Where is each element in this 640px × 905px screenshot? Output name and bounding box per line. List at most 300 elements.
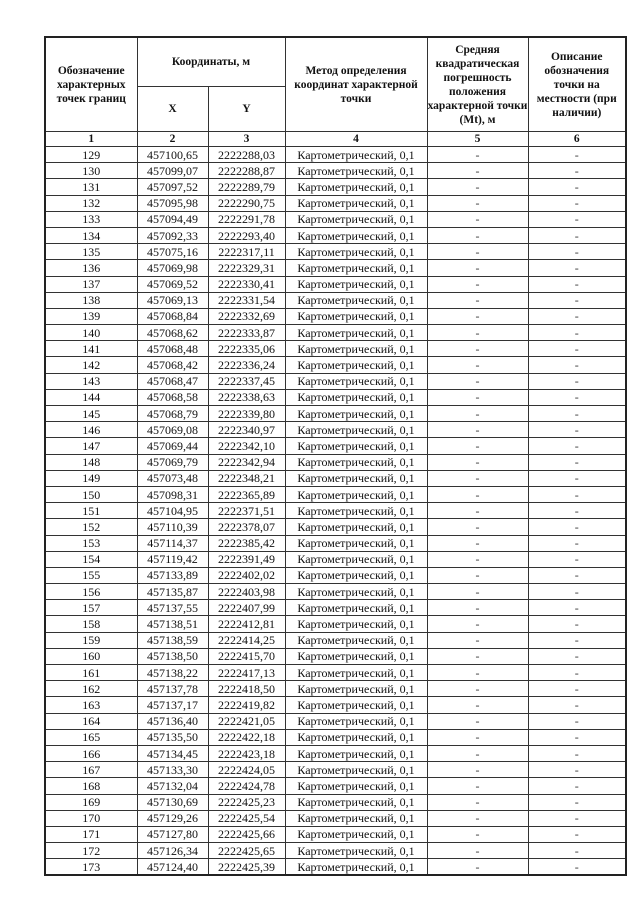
method-cell: Картометрический, 0,1 (285, 810, 427, 826)
error-cell: - (427, 260, 528, 276)
error-cell: - (427, 438, 528, 454)
error-cell: - (427, 616, 528, 632)
x-coordinate-cell: 457099,07 (137, 163, 208, 179)
y-coordinate-cell: 2222407,99 (208, 600, 285, 616)
header-point: Обозначение характерных точек границ (45, 37, 137, 132)
x-coordinate-cell: 457130,69 (137, 794, 208, 810)
method-cell: Картометрический, 0,1 (285, 665, 427, 681)
method-cell: Картометрический, 0,1 (285, 373, 427, 389)
description-cell: - (528, 567, 626, 583)
point-number-cell: 152 (45, 519, 137, 535)
column-number: 4 (285, 132, 427, 147)
y-coordinate-cell: 2222425,39 (208, 859, 285, 876)
error-cell: - (427, 211, 528, 227)
description-cell: - (528, 260, 626, 276)
table-row (45, 422, 626, 438)
error-cell: - (427, 600, 528, 616)
y-coordinate-cell: 2222291,78 (208, 211, 285, 227)
description-cell: - (528, 794, 626, 810)
description-cell: - (528, 389, 626, 405)
x-coordinate-cell: 457068,79 (137, 406, 208, 422)
table-row (45, 810, 626, 826)
table-row (45, 745, 626, 761)
y-coordinate-cell: 2222425,65 (208, 843, 285, 859)
error-cell: - (427, 551, 528, 567)
header-x: X (137, 87, 208, 132)
x-coordinate-cell: 457138,50 (137, 648, 208, 664)
x-coordinate-cell: 457134,45 (137, 745, 208, 761)
description-cell: - (528, 341, 626, 357)
table-row (45, 438, 626, 454)
point-number-cell: 167 (45, 762, 137, 778)
error-cell: - (427, 389, 528, 405)
y-coordinate-cell: 2222403,98 (208, 584, 285, 600)
table-row (45, 211, 626, 227)
table-row (45, 470, 626, 486)
method-cell: Картометрический, 0,1 (285, 826, 427, 842)
y-coordinate-cell: 2222338,63 (208, 389, 285, 405)
error-cell: - (427, 826, 528, 842)
method-cell: Картометрический, 0,1 (285, 147, 427, 163)
y-coordinate-cell: 2222288,87 (208, 163, 285, 179)
error-cell: - (427, 681, 528, 697)
method-cell: Картометрический, 0,1 (285, 406, 427, 422)
error-cell: - (427, 519, 528, 535)
y-coordinate-cell: 2222385,42 (208, 535, 285, 551)
table-row (45, 147, 626, 163)
description-cell: - (528, 470, 626, 486)
y-coordinate-cell: 2222422,18 (208, 729, 285, 745)
error-cell: - (427, 163, 528, 179)
table-row (45, 276, 626, 292)
error-cell: - (427, 373, 528, 389)
table-row (45, 616, 626, 632)
table-row (45, 551, 626, 567)
x-coordinate-cell: 457069,44 (137, 438, 208, 454)
description-cell: - (528, 325, 626, 341)
description-cell: - (528, 632, 626, 648)
header-error: Средняя квадратическая погрешность положения характерной точки (Mt), м (427, 37, 528, 132)
column-number: 2 (137, 132, 208, 147)
description-cell: - (528, 486, 626, 502)
description-cell: - (528, 584, 626, 600)
description-cell: - (528, 519, 626, 535)
method-cell: Картометрический, 0,1 (285, 179, 427, 195)
table-row (45, 454, 626, 470)
y-coordinate-cell: 2222342,10 (208, 438, 285, 454)
table-row (45, 729, 626, 745)
x-coordinate-cell: 457069,79 (137, 454, 208, 470)
point-number-cell: 160 (45, 648, 137, 664)
description-cell: - (528, 697, 626, 713)
method-cell: Картометрический, 0,1 (285, 276, 427, 292)
y-coordinate-cell: 2222415,70 (208, 648, 285, 664)
y-coordinate-cell: 2222330,41 (208, 276, 285, 292)
x-coordinate-cell: 457126,34 (137, 843, 208, 859)
description-cell: - (528, 762, 626, 778)
description-cell: - (528, 843, 626, 859)
x-coordinate-cell: 457138,59 (137, 632, 208, 648)
x-coordinate-cell: 457127,80 (137, 826, 208, 842)
description-cell: - (528, 681, 626, 697)
point-number-cell: 136 (45, 260, 137, 276)
header-coordinates: Координаты, м (137, 37, 285, 87)
error-cell: - (427, 810, 528, 826)
method-cell: Картометрический, 0,1 (285, 454, 427, 470)
method-cell: Картометрический, 0,1 (285, 794, 427, 810)
y-coordinate-cell: 2222365,89 (208, 486, 285, 502)
table-row (45, 762, 626, 778)
method-cell: Картометрический, 0,1 (285, 292, 427, 308)
point-number-cell: 131 (45, 179, 137, 195)
error-cell: - (427, 292, 528, 308)
point-number-cell: 142 (45, 357, 137, 373)
y-coordinate-cell: 2222290,75 (208, 195, 285, 211)
error-cell: - (427, 357, 528, 373)
point-number-cell: 137 (45, 276, 137, 292)
x-coordinate-cell: 457068,48 (137, 341, 208, 357)
method-cell: Картометрический, 0,1 (285, 729, 427, 745)
x-coordinate-cell: 457068,47 (137, 373, 208, 389)
method-cell: Картометрический, 0,1 (285, 681, 427, 697)
point-number-cell: 133 (45, 211, 137, 227)
point-number-cell: 154 (45, 551, 137, 567)
method-cell: Картометрический, 0,1 (285, 859, 427, 876)
point-number-cell: 169 (45, 794, 137, 810)
method-cell: Картометрический, 0,1 (285, 438, 427, 454)
table-row (45, 260, 626, 276)
table-row (45, 373, 626, 389)
error-cell: - (427, 697, 528, 713)
x-coordinate-cell: 457137,55 (137, 600, 208, 616)
method-cell: Картометрический, 0,1 (285, 519, 427, 535)
error-cell: - (427, 454, 528, 470)
x-coordinate-cell: 457133,89 (137, 567, 208, 583)
point-number-cell: 161 (45, 665, 137, 681)
method-cell: Картометрический, 0,1 (285, 260, 427, 276)
y-coordinate-cell: 2222289,79 (208, 179, 285, 195)
x-coordinate-cell: 457068,84 (137, 308, 208, 324)
description-cell: - (528, 713, 626, 729)
y-coordinate-cell: 2222402,02 (208, 567, 285, 583)
description-cell: - (528, 729, 626, 745)
y-coordinate-cell: 2222333,87 (208, 325, 285, 341)
method-cell: Картометрический, 0,1 (285, 648, 427, 664)
method-cell: Картометрический, 0,1 (285, 600, 427, 616)
y-coordinate-cell: 2222337,45 (208, 373, 285, 389)
error-cell: - (427, 794, 528, 810)
point-number-cell: 155 (45, 567, 137, 583)
error-cell: - (427, 195, 528, 211)
table-row (45, 697, 626, 713)
method-cell: Картометрический, 0,1 (285, 697, 427, 713)
table-row (45, 713, 626, 729)
y-coordinate-cell: 2222332,69 (208, 308, 285, 324)
y-coordinate-cell: 2222378,07 (208, 519, 285, 535)
y-coordinate-cell: 2222348,21 (208, 470, 285, 486)
method-cell: Картометрический, 0,1 (285, 486, 427, 502)
y-coordinate-cell: 2222419,82 (208, 697, 285, 713)
method-cell: Картометрический, 0,1 (285, 325, 427, 341)
y-coordinate-cell: 2222425,66 (208, 826, 285, 842)
point-number-cell: 147 (45, 438, 137, 454)
error-cell: - (427, 276, 528, 292)
y-coordinate-cell: 2222391,49 (208, 551, 285, 567)
y-coordinate-cell: 2222412,81 (208, 616, 285, 632)
table-row (45, 648, 626, 664)
error-cell: - (427, 308, 528, 324)
y-coordinate-cell: 2222335,06 (208, 341, 285, 357)
x-coordinate-cell: 457095,98 (137, 195, 208, 211)
error-cell: - (427, 762, 528, 778)
method-cell: Картометрический, 0,1 (285, 745, 427, 761)
description-cell: - (528, 859, 626, 876)
y-coordinate-cell: 2222423,18 (208, 745, 285, 761)
method-cell: Картометрический, 0,1 (285, 163, 427, 179)
y-coordinate-cell: 2222418,50 (208, 681, 285, 697)
column-number: 5 (427, 132, 528, 147)
table-row (45, 179, 626, 195)
description-cell: - (528, 195, 626, 211)
description-cell: - (528, 826, 626, 842)
description-cell: - (528, 179, 626, 195)
table-row (45, 567, 626, 583)
method-cell: Картометрический, 0,1 (285, 503, 427, 519)
description-cell: - (528, 276, 626, 292)
error-cell: - (427, 325, 528, 341)
description-cell: - (528, 600, 626, 616)
point-number-cell: 143 (45, 373, 137, 389)
error-cell: - (427, 632, 528, 648)
description-cell: - (528, 406, 626, 422)
error-cell: - (427, 179, 528, 195)
table-row (45, 227, 626, 243)
table-row (45, 341, 626, 357)
point-number-cell: 130 (45, 163, 137, 179)
x-coordinate-cell: 457138,51 (137, 616, 208, 632)
y-coordinate-cell: 2222417,13 (208, 665, 285, 681)
description-cell: - (528, 292, 626, 308)
method-cell: Картометрический, 0,1 (285, 567, 427, 583)
description-cell: - (528, 373, 626, 389)
point-number-cell: 170 (45, 810, 137, 826)
point-number-cell: 171 (45, 826, 137, 842)
description-cell: - (528, 357, 626, 373)
error-cell: - (427, 227, 528, 243)
coordinates-table (44, 36, 627, 876)
point-number-cell: 172 (45, 843, 137, 859)
point-number-cell: 151 (45, 503, 137, 519)
table-row (45, 794, 626, 810)
x-coordinate-cell: 457114,37 (137, 535, 208, 551)
y-coordinate-cell: 2222336,24 (208, 357, 285, 373)
x-coordinate-cell: 457094,49 (137, 211, 208, 227)
x-coordinate-cell: 457137,78 (137, 681, 208, 697)
point-number-cell: 153 (45, 535, 137, 551)
point-number-cell: 166 (45, 745, 137, 761)
column-number: 6 (528, 132, 626, 147)
description-cell: - (528, 778, 626, 794)
y-coordinate-cell: 2222421,05 (208, 713, 285, 729)
method-cell: Картометрический, 0,1 (285, 843, 427, 859)
point-number-cell: 144 (45, 389, 137, 405)
y-coordinate-cell: 2222424,78 (208, 778, 285, 794)
x-coordinate-cell: 457135,87 (137, 584, 208, 600)
x-coordinate-cell: 457136,40 (137, 713, 208, 729)
point-number-cell: 162 (45, 681, 137, 697)
document-page (44, 36, 625, 876)
description-cell: - (528, 308, 626, 324)
table-row (45, 389, 626, 405)
method-cell: Картометрический, 0,1 (285, 227, 427, 243)
point-number-cell: 132 (45, 195, 137, 211)
x-coordinate-cell: 457068,42 (137, 357, 208, 373)
x-coordinate-cell: 457073,48 (137, 470, 208, 486)
table-row (45, 195, 626, 211)
point-number-cell: 135 (45, 244, 137, 260)
y-coordinate-cell: 2222293,40 (208, 227, 285, 243)
error-cell: - (427, 665, 528, 681)
description-cell: - (528, 244, 626, 260)
description-cell: - (528, 503, 626, 519)
description-cell: - (528, 438, 626, 454)
point-number-cell: 146 (45, 422, 137, 438)
x-coordinate-cell: 457138,22 (137, 665, 208, 681)
method-cell: Картометрический, 0,1 (285, 616, 427, 632)
y-coordinate-cell: 2222317,11 (208, 244, 285, 260)
error-cell: - (427, 745, 528, 761)
point-number-cell: 164 (45, 713, 137, 729)
point-number-cell: 165 (45, 729, 137, 745)
error-cell: - (427, 535, 528, 551)
y-coordinate-cell: 2222424,05 (208, 762, 285, 778)
y-coordinate-cell: 2222371,51 (208, 503, 285, 519)
point-number-cell: 139 (45, 308, 137, 324)
point-number-cell: 145 (45, 406, 137, 422)
point-number-cell: 158 (45, 616, 137, 632)
table-body (45, 147, 626, 876)
description-cell: - (528, 551, 626, 567)
description-cell: - (528, 227, 626, 243)
table-row (45, 519, 626, 535)
point-number-cell: 140 (45, 325, 137, 341)
method-cell: Картометрический, 0,1 (285, 422, 427, 438)
point-number-cell: 141 (45, 341, 137, 357)
x-coordinate-cell: 457133,30 (137, 762, 208, 778)
method-cell: Картометрический, 0,1 (285, 778, 427, 794)
error-cell: - (427, 859, 528, 876)
table-row (45, 826, 626, 842)
description-cell: - (528, 616, 626, 632)
x-coordinate-cell: 457068,62 (137, 325, 208, 341)
table-row (45, 163, 626, 179)
x-coordinate-cell: 457129,26 (137, 810, 208, 826)
x-coordinate-cell: 457098,31 (137, 486, 208, 502)
header-y: Y (208, 87, 285, 132)
point-number-cell: 168 (45, 778, 137, 794)
error-cell: - (427, 503, 528, 519)
error-cell: - (427, 713, 528, 729)
description-cell: - (528, 648, 626, 664)
method-cell: Картометрический, 0,1 (285, 584, 427, 600)
point-number-cell: 156 (45, 584, 137, 600)
y-coordinate-cell: 2222288,03 (208, 147, 285, 163)
column-number: 3 (208, 132, 285, 147)
table-row (45, 325, 626, 341)
point-number-cell: 149 (45, 470, 137, 486)
y-coordinate-cell: 2222425,54 (208, 810, 285, 826)
point-number-cell: 150 (45, 486, 137, 502)
table-row (45, 584, 626, 600)
x-coordinate-cell: 457124,40 (137, 859, 208, 876)
x-coordinate-cell: 457132,04 (137, 778, 208, 794)
y-coordinate-cell: 2222331,54 (208, 292, 285, 308)
point-number-cell: 134 (45, 227, 137, 243)
x-coordinate-cell: 457104,95 (137, 503, 208, 519)
point-number-cell: 129 (45, 147, 137, 163)
point-number-cell: 157 (45, 600, 137, 616)
table-row (45, 681, 626, 697)
table-row (45, 778, 626, 794)
description-cell: - (528, 147, 626, 163)
table-row (45, 244, 626, 260)
description-cell: - (528, 422, 626, 438)
table-row (45, 486, 626, 502)
table-row (45, 665, 626, 681)
header-method: Метод определения координат характерной точки (285, 37, 427, 132)
y-coordinate-cell: 2222342,94 (208, 454, 285, 470)
error-cell: - (427, 470, 528, 486)
error-cell: - (427, 843, 528, 859)
x-coordinate-cell: 457119,42 (137, 551, 208, 567)
method-cell: Картометрический, 0,1 (285, 195, 427, 211)
method-cell: Картометрический, 0,1 (285, 341, 427, 357)
y-coordinate-cell: 2222340,97 (208, 422, 285, 438)
table-row (45, 357, 626, 373)
error-cell: - (427, 778, 528, 794)
x-coordinate-cell: 457100,65 (137, 147, 208, 163)
description-cell: - (528, 810, 626, 826)
error-cell: - (427, 729, 528, 745)
error-cell: - (427, 648, 528, 664)
x-coordinate-cell: 457110,39 (137, 519, 208, 535)
table-row (45, 859, 626, 876)
method-cell: Картометрический, 0,1 (285, 632, 427, 648)
y-coordinate-cell: 2222329,31 (208, 260, 285, 276)
description-cell: - (528, 454, 626, 470)
x-coordinate-cell: 457069,13 (137, 292, 208, 308)
table-row (45, 308, 626, 324)
table-row (45, 600, 626, 616)
table-row (45, 292, 626, 308)
x-coordinate-cell: 457137,17 (137, 697, 208, 713)
column-number-row (45, 132, 626, 147)
x-coordinate-cell: 457135,50 (137, 729, 208, 745)
error-cell: - (427, 406, 528, 422)
header-description: Описание обозначения точки на местности (при наличии) (528, 37, 626, 132)
table-row (45, 535, 626, 551)
y-coordinate-cell: 2222414,25 (208, 632, 285, 648)
method-cell: Картометрический, 0,1 (285, 308, 427, 324)
error-cell: - (427, 422, 528, 438)
point-number-cell: 173 (45, 859, 137, 876)
x-coordinate-cell: 457075,16 (137, 244, 208, 260)
point-number-cell: 163 (45, 697, 137, 713)
method-cell: Картометрический, 0,1 (285, 244, 427, 260)
x-coordinate-cell: 457069,08 (137, 422, 208, 438)
x-coordinate-cell: 457097,52 (137, 179, 208, 195)
point-number-cell: 138 (45, 292, 137, 308)
